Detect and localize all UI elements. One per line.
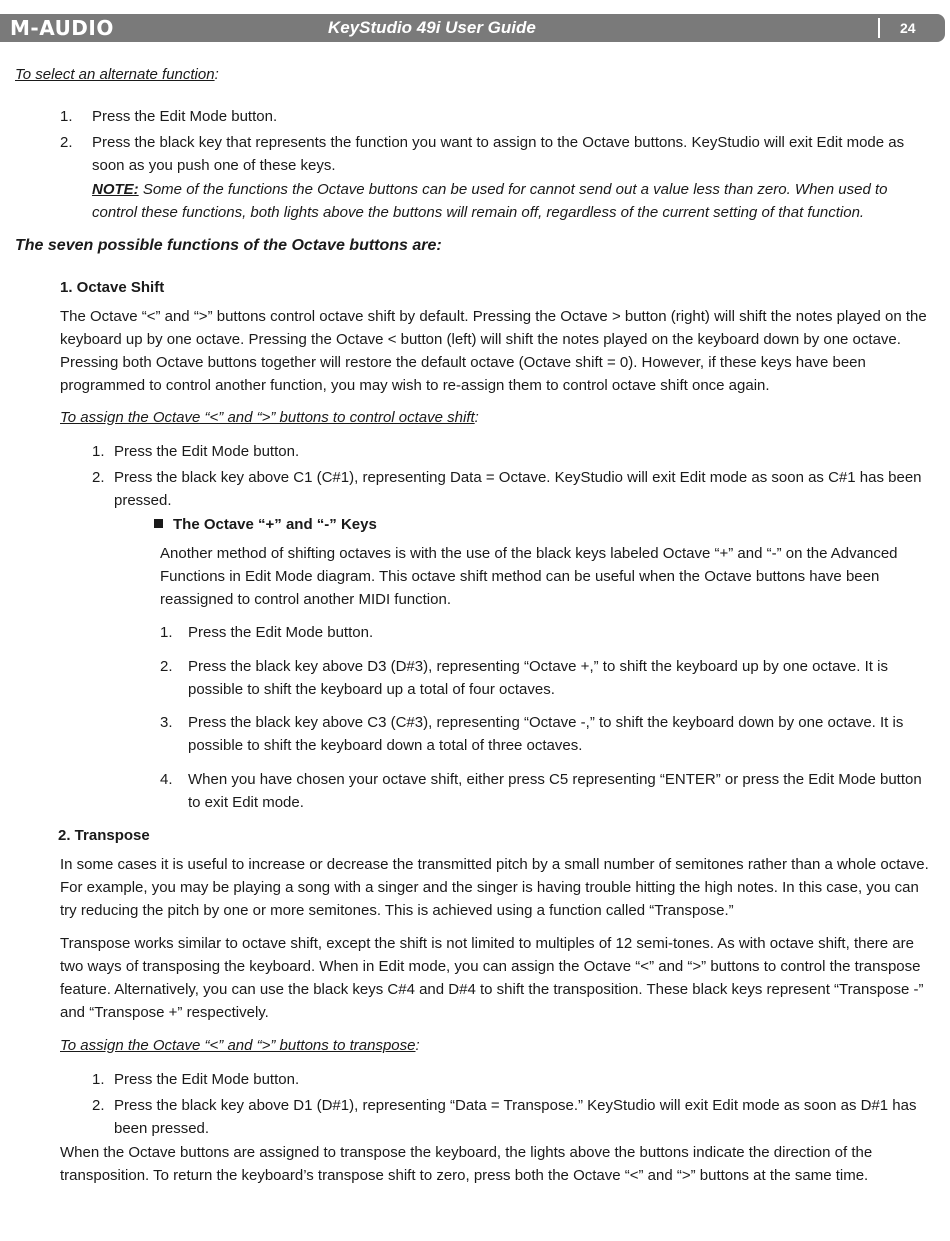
transpose-assign-subtitle: To assign the Octave “<” and “>” buttons to transpose:: [60, 1037, 420, 1054]
list-item: 1. Press the Edit Mode button.: [92, 443, 300, 460]
octave-shift-body: The Octave “<” and “>” buttons control octave shift by default. Pressing the Octave > button (right) will shift the notes played on the keyboard up by one octave. Pressing the Octave < button (left) will shift the notes played on the keyboard down by one octave. Pressing both Octave buttons together will restore the default octave (Octave shift = 0). However, if these keys have been programmed to control another function, you may wish to re-assign them to control octave shift once again.: [60, 308, 927, 394]
list-item: 4. When you have chosen your octave shift, either press C5 representing “ENTER” or press the Edit Mode button to exit Edit mode.: [160, 771, 922, 811]
page-number: 24: [900, 20, 916, 36]
list-item: 3. Press the black key above C3 (C#3), representing “Octave -,” to shift the keyboard down by one octave. It is possible to shift the keyboard down a total of three octaves.: [160, 714, 904, 754]
list-item: 1. Press the Edit Mode button.: [160, 624, 374, 641]
intro-subtitle: To select an alternate function:: [15, 66, 219, 83]
section-heading-octave-shift: 1. Octave Shift: [60, 279, 165, 296]
page-header: [0, 14, 945, 42]
transpose-body-1: In some cases it is useful to increase or decrease the transmitted pitch by a small number of semitones rather than a whole octave. For example, you may be playing a song with a singer and the singer is having trouble hitting the high notes. In this case, you can try reducing the pitch by one or more semitones. This is achieved using a function called “Transpose.”: [60, 856, 929, 919]
octave-keys-heading: The Octave “+” and “-” Keys: [154, 513, 377, 536]
list-item: 1. Press the Edit Mode button.: [60, 108, 278, 125]
octave-keys-body: Another method of shifting octaves is with the use of the black keys labeled Octave “+” and “-” on the Advanced Functions in Edit Mode diagram. This octave shift method can be useful when the Octave buttons have been reassigned to control another MIDI function.: [160, 545, 898, 608]
list-item: 2. Press the black key that represents the function you want to assign to the Octave buttons. KeyStudio will exit Edit mode as soon as you push one of these keys.: [60, 134, 905, 174]
octave-assign-subtitle: To assign the Octave “<” and “>” buttons to control octave shift:: [60, 409, 479, 426]
list-item: 2. Press the black key above C1 (C#1), representing Data = Octave. KeyStudio will exit Edit mode as soon as C#1 has been pressed.: [92, 469, 922, 509]
section-heading-transpose: 2. Transpose: [58, 827, 150, 844]
note-label: NOTE:: [92, 181, 139, 198]
list-item: 1. Press the Edit Mode button.: [92, 1071, 300, 1088]
list-item: 2. Press the black key above D3 (D#3), representing “Octave +,” to shift the keyboard up by one octave. It is possible to shift the keyboard up a total of four octaves.: [160, 658, 888, 698]
square-bullet-icon: [154, 519, 163, 528]
note-paragraph: NOTE: Some of the functions the Octave buttons can be used for cannot send out a value less than zero. When used to control these functions, both lights above the buttons will remain off, regardless of the current setting of that function.: [92, 181, 888, 221]
functions-heading: The seven possible functions of the Octave buttons are:: [15, 237, 442, 254]
brand-logo: M-AUDIO: [10, 16, 114, 40]
list-item: 2. Press the black key above D1 (D#1), representing “Data = Transpose.” KeyStudio will exit Edit mode as soon as D#1 has been pressed.: [92, 1097, 917, 1137]
transpose-body-2: Transpose works similar to octave shift, except the shift is not limited to multiples of 12 semi-tones. As with octave shift, there are two ways of transposing the keyboard. When in Edit mode, you can assign the Octave “<” and “>” buttons to control the transpose feature. Alternatively, you can use the black keys C#4 and D#4 to shift the transposition. These black keys represent “Transpose -” and “Transpose +” respectively.: [60, 935, 924, 1021]
document-title: KeyStudio 49i User Guide: [328, 18, 536, 37]
header-divider: [878, 18, 880, 38]
transpose-closing: When the Octave buttons are assigned to transpose the keyboard, the lights above the buttons indicate the direction of the transposition. To return the keyboard’s transpose shift to zero, press both the Octave “<” and “>” buttons at the same time.: [60, 1144, 873, 1184]
